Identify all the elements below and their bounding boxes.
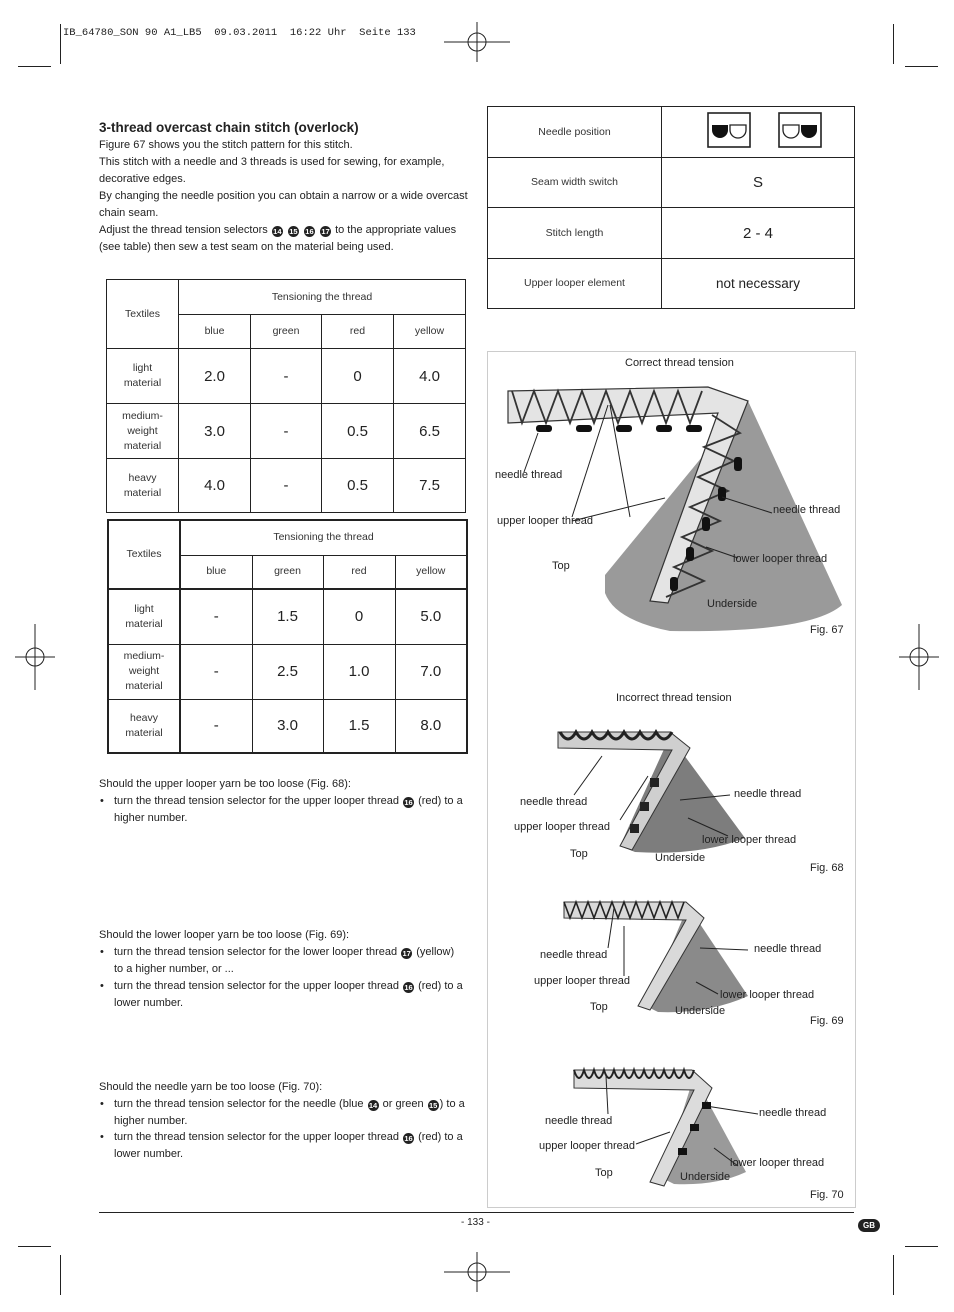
tension-table-1	[106, 279, 466, 513]
fig69-upper-looper-label: upper looper thread	[534, 975, 631, 987]
table-row	[108, 589, 467, 644]
tip-needle-bullet-1: • turn the thread tension selector for the needle (blue 14 or green 15 ) to a higher number.	[114, 1096, 469, 1130]
fig68-upper-looper-label: upper looper thread	[514, 821, 611, 833]
page-number: - 133 -	[461, 1217, 490, 1228]
adjust-line-2: (see table) then sew a test seam on the material being used.	[99, 241, 394, 253]
tip-lower-bullet-1: • turn the thread tension selector for the lower looper thread 17 (yellow) to a higher number, or ...	[114, 944, 469, 978]
settings-label: Stitch length	[488, 208, 662, 259]
fig69-needle-thread-left: needle thread	[540, 949, 608, 961]
table-row	[108, 699, 467, 753]
registration-mark-left	[15, 624, 55, 690]
row-label: medium- weight material	[108, 644, 180, 699]
table-cell: 3.0	[252, 699, 323, 753]
table-cell: 0	[322, 349, 394, 404]
table-cell: 1.5	[252, 589, 323, 644]
fig69-caption: Fig. 69	[810, 1015, 844, 1027]
table-row	[107, 404, 466, 459]
table-cell: 7.0	[395, 644, 467, 699]
settings-table	[487, 106, 855, 309]
footer-rule	[99, 1212, 854, 1213]
table-cell: 2.0	[179, 349, 251, 404]
intro-text	[99, 137, 469, 256]
table-row	[107, 349, 466, 404]
settings-label: Upper looper element	[488, 259, 662, 309]
fig70-top-label: Top	[595, 1167, 613, 1179]
section-title: 3-thread overcast chain stitch (overlock)	[99, 120, 359, 135]
table-row	[108, 644, 467, 699]
ref-16-icon: 16	[404, 798, 413, 807]
table-cell: 1.0	[323, 644, 395, 699]
fig67-caption: Fig. 67	[810, 624, 844, 636]
intro-line: By changing the needle position you can obtain a narrow or a wide overcast	[99, 190, 468, 202]
column-header-red: red	[322, 315, 394, 349]
row-label: medium- weight material	[107, 404, 179, 459]
tip-needle-bullet-2: • turn the thread tension selector for the upper looper thread 16 (red) to a lower number.	[114, 1129, 469, 1163]
tip-lower-lead: Should the lower looper yarn be too loose (Fig. 69):	[99, 929, 350, 941]
table-cell: 1.5	[323, 699, 395, 753]
column-header-green: green	[251, 315, 322, 349]
settings-value: not necessary	[662, 259, 855, 309]
registration-mark-top	[444, 22, 510, 62]
table-cell: -	[180, 699, 252, 753]
adjust-line: Adjust the thread tension selectors 14 15 16 17 to the appropriate values	[99, 224, 457, 236]
column-header-red: red	[323, 555, 395, 589]
fig67-underside-label: Underside	[707, 598, 758, 610]
table-cell: -	[251, 459, 322, 513]
table-cell: -	[180, 589, 252, 644]
table-cell: 4.0	[179, 459, 251, 513]
ref-17-icon: 17	[402, 949, 411, 958]
fig69-top-label: Top	[590, 1001, 608, 1013]
tip-upper-bullet: • turn the thread tension selector for the upper looper thread 16 (red) to a higher number.	[114, 793, 469, 827]
ref-14-icon: 14	[368, 1101, 378, 1110]
fig70-needle-thread-right: needle thread	[759, 1107, 827, 1119]
row-label: light material	[108, 589, 180, 644]
table-cell: 7.5	[394, 459, 466, 513]
table-cell: 0	[323, 589, 395, 644]
registration-mark-bottom	[444, 1252, 510, 1292]
row-label: heavy material	[107, 459, 179, 513]
textiles-header: Textiles	[108, 520, 180, 589]
tension-group-header: Tensioning the thread	[179, 280, 466, 315]
settings-label: Needle position	[488, 107, 662, 158]
table-cell: 5.0	[395, 589, 467, 644]
table-cell: 6.5	[394, 404, 466, 459]
fig67-top-label: Top	[552, 560, 570, 572]
table-cell: 0.5	[322, 404, 394, 459]
settings-value: S	[662, 158, 855, 208]
language-badge: GB	[858, 1219, 880, 1232]
incorrect-tension-title: Incorrect thread tension	[616, 692, 732, 704]
column-header-blue: blue	[180, 555, 252, 589]
table-cell: 8.0	[395, 699, 467, 753]
fig70-needle-thread-left: needle thread	[545, 1115, 613, 1127]
table-cell: 4.0	[394, 349, 466, 404]
textiles-header: Textiles	[107, 280, 179, 349]
fig70-lower-looper-label: lower looper thread	[730, 1157, 825, 1169]
table-cell: -	[251, 349, 322, 404]
table-cell: -	[251, 404, 322, 459]
fig70-caption: Fig. 70	[810, 1189, 844, 1201]
fig68-lower-looper-label: lower looper thread	[702, 834, 797, 846]
fig68-needle-thread-right: needle thread	[734, 788, 802, 800]
ref-15-icon: 15	[429, 1101, 438, 1110]
fig67-needle-thread-left: needle thread	[495, 469, 563, 481]
correct-tension-title: Correct thread tension	[625, 357, 734, 369]
fig68-needle-thread-left: needle thread	[520, 796, 588, 808]
ref-15-icon: 15	[289, 227, 298, 236]
table-row	[107, 459, 466, 513]
column-header-yellow: yellow	[394, 315, 466, 349]
ref-16-icon: 16	[404, 1134, 413, 1143]
fig69-lower-looper-label: lower looper thread	[720, 989, 815, 1001]
table-cell: 2.5	[252, 644, 323, 699]
fig68-top-label: Top	[570, 848, 588, 860]
intro-line: This stitch with a needle and 3 threads is used for sewing, for example,	[99, 156, 445, 168]
fig67-upper-looper-label: upper looper thread	[497, 515, 594, 527]
table-cell: 0.5	[322, 459, 394, 513]
needle-position-icon	[693, 110, 823, 150]
tip-lower-bullet-2: • turn the thread tension selector for the upper looper thread 16 (red) to a lower number.	[114, 978, 469, 1012]
ref-17-icon: 17	[321, 227, 330, 236]
column-header-yellow: yellow	[395, 555, 467, 589]
tip-needle-lead: Should the needle yarn be too loose (Fig. 70):	[99, 1081, 323, 1093]
fig68-caption: Fig. 68	[810, 862, 844, 874]
table-cell: -	[180, 644, 252, 699]
ref-16-icon: 16	[404, 983, 413, 992]
fig70-upper-looper-label: upper looper thread	[539, 1140, 636, 1152]
needle-position-icons	[662, 107, 855, 158]
row-label: heavy material	[108, 699, 180, 753]
table-cell: 3.0	[179, 404, 251, 459]
registration-mark-right	[899, 624, 939, 690]
tension-table-2	[107, 519, 468, 754]
intro-line: decorative edges.	[99, 173, 186, 185]
tip-upper-lead: Should the upper looper yarn be too loose (Fig. 68):	[99, 778, 351, 790]
settings-label: Seam width switch	[488, 158, 662, 208]
fig69-needle-thread-right: needle thread	[754, 943, 822, 955]
settings-value: 2 - 4	[662, 208, 855, 259]
tension-group-header: Tensioning the thread	[180, 520, 467, 555]
fig69-underside-label: Underside	[675, 1005, 726, 1017]
fig67-lower-looper-label: lower looper thread	[733, 553, 828, 565]
fig68-underside-label: Underside	[655, 852, 706, 864]
fig67-needle-thread-right: needle thread	[773, 504, 841, 516]
row-label: light material	[107, 349, 179, 404]
ref-14-icon: 14	[273, 227, 282, 236]
intro-line: Figure 67 shows you the stitch pattern for this stitch.	[99, 139, 353, 151]
intro-line: chain seam.	[99, 207, 159, 219]
column-header-green: green	[252, 555, 323, 589]
fig70-underside-label: Underside	[680, 1171, 731, 1183]
column-header-blue: blue	[179, 315, 251, 349]
ref-16-icon: 16	[305, 227, 314, 236]
print-header: IB_64780_SON 90 A1_LB5 09.03.2011 16:22 Uhr Seite 133	[63, 27, 416, 39]
